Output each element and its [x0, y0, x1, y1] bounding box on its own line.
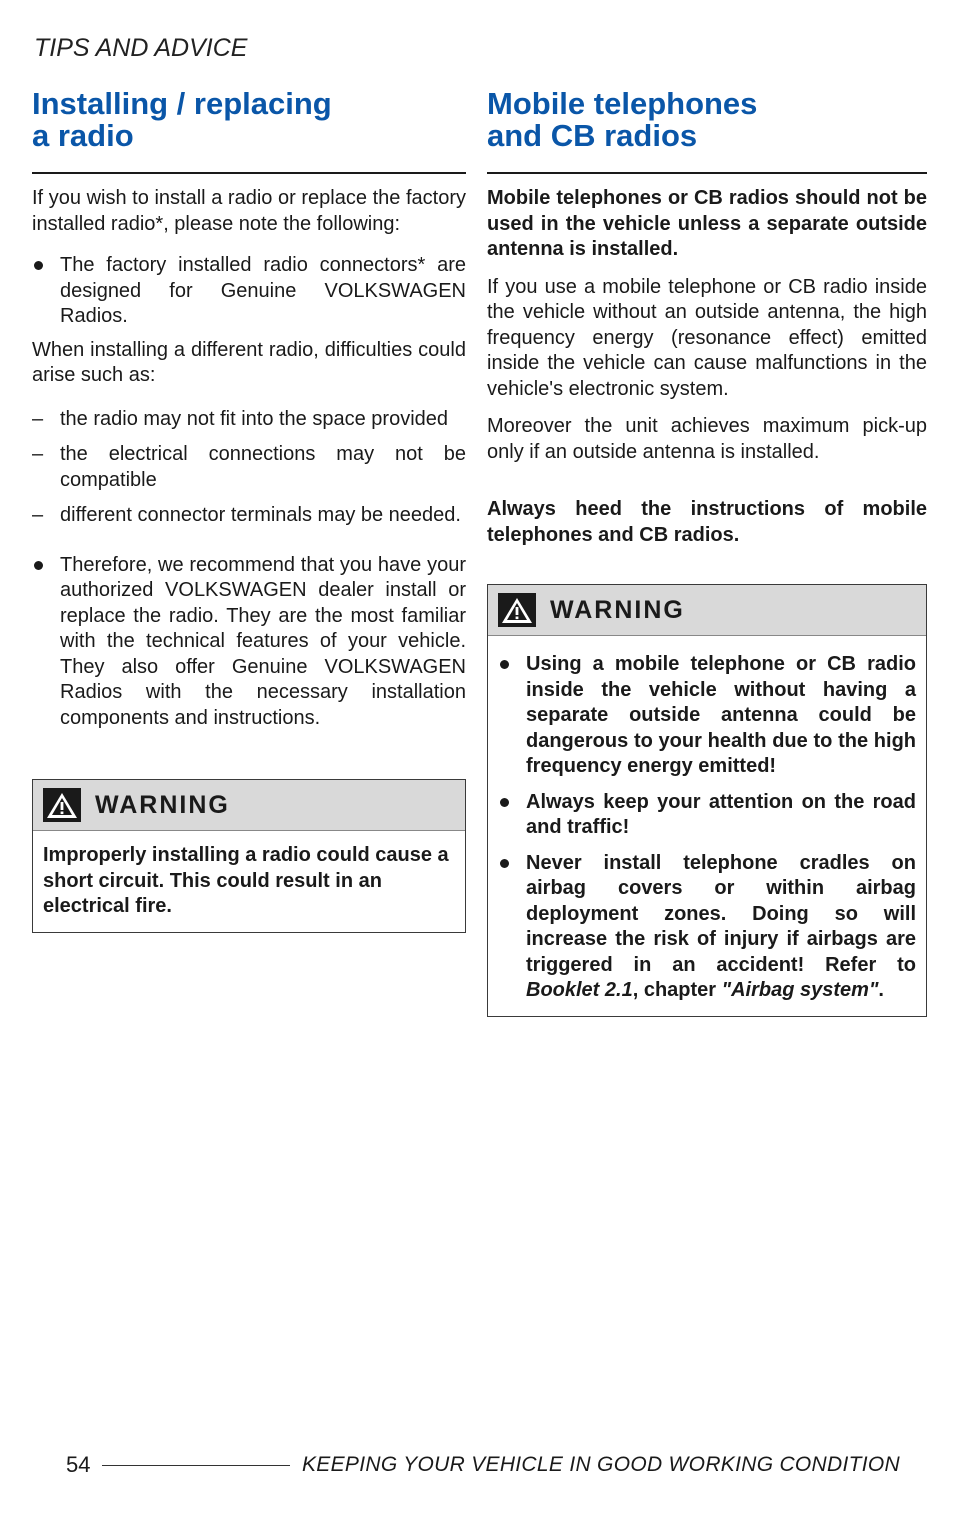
radio-heading: [32, 88, 466, 174]
right-column: [487, 88, 927, 1017]
warning-item-attention: Always keep your attention on the road and traffic!: [498, 790, 916, 841]
mobile-warning-box: [487, 584, 927, 1017]
radio-heading-line1: Installing / replacing: [32, 86, 332, 121]
mobile-heading: [487, 88, 927, 174]
mobile-heading-line2: and CB radios: [487, 118, 698, 153]
warning-triangle-icon: [498, 593, 536, 627]
footer-rule: [102, 1465, 290, 1466]
warning-item-health: Using a mobile telephone or CB radio inside the vehicle without having a separate outside antenna could be dangerous to your health due to the high frequency energy emitted!: [498, 652, 916, 780]
bullet-recommend-dealer: Therefore, we recommend that you have your authorized VOLKSWAGEN dealer install or replace the radio. They are the most familiar with the technical features of your vehicle. They also offer Genuine VOLKSWAGEN Radios with the necessary installation components and instructions.: [32, 553, 466, 732]
radio-heading-line2: a radio: [32, 118, 134, 153]
section-label: TIPS AND ADVICE: [34, 34, 248, 62]
dash-item-fit: – the radio may not fit into the space provided: [32, 407, 466, 433]
warning-title: WARNING: [550, 595, 685, 624]
antenna-paragraph: Moreover the unit achieves maximum pick-up only if an outside antenna is installed.: [487, 415, 927, 463]
bullet-connectors: The factory installed radio connectors* are designed for Genuine VOLKSWAGEN Radios.: [32, 253, 466, 330]
page-number: 54: [66, 1452, 91, 1477]
airbag-text: Never install telephone cradles on airbag covers or within airbag deployment zones. Doing so will increase the risk of injury if airbags are triggered in an accident! Refer to: [526, 851, 916, 976]
intro-paragraph: If you wish to install a radio or replace the factory installed radio*, please note the following:: [32, 187, 466, 235]
heed-instructions: Always heed the instructions of mobile telephones and CB radios.: [487, 498, 927, 546]
radio-warning-box: [32, 779, 466, 933]
left-column: [32, 88, 466, 933]
interference-paragraph: If you use a mobile telephone or CB radio inside the vehicle without an outside antenna, the high frequency energy (resonance effect) emitted inside the vehicle can cause malfunctions in the vehicle's electronic system.: [487, 275, 927, 400]
chapter-prefix: , chapter: [632, 979, 722, 1001]
warning-header: [33, 780, 465, 831]
airbag-end: .: [878, 979, 884, 1001]
difficulties-paragraph: When installing a different radio, difficulties could arise such as:: [32, 338, 466, 386]
page-footer: [66, 1452, 926, 1478]
booklet-reference: Booklet 2.1: [526, 979, 633, 1001]
mobile-heading-line1: Mobile telephones: [487, 86, 758, 121]
warning-body: [33, 831, 465, 932]
warning-header: [488, 585, 926, 636]
chapter-reference: "Airbag system": [721, 979, 879, 1001]
warning-triangle-icon: [43, 788, 81, 822]
lead-paragraph: Mobile telephones or CB radios should not be used in the vehicle unless a separate outside antenna is installed.: [487, 187, 927, 260]
dash-item-connections: – the electrical connections may not be compatible: [32, 442, 466, 493]
warning-text: Improperly installing a radio could cause a short circuit. This could result in an electrical fire.: [43, 844, 449, 917]
dash-item-terminals: – different connector terminals may be needed.: [32, 503, 466, 529]
warning-item-airbag: [498, 851, 916, 1004]
footer-title: KEEPING YOUR VEHICLE IN GOOD WORKING CONDITION: [302, 1453, 900, 1476]
warning-title: WARNING: [95, 790, 230, 819]
warning-body: [488, 636, 926, 1016]
